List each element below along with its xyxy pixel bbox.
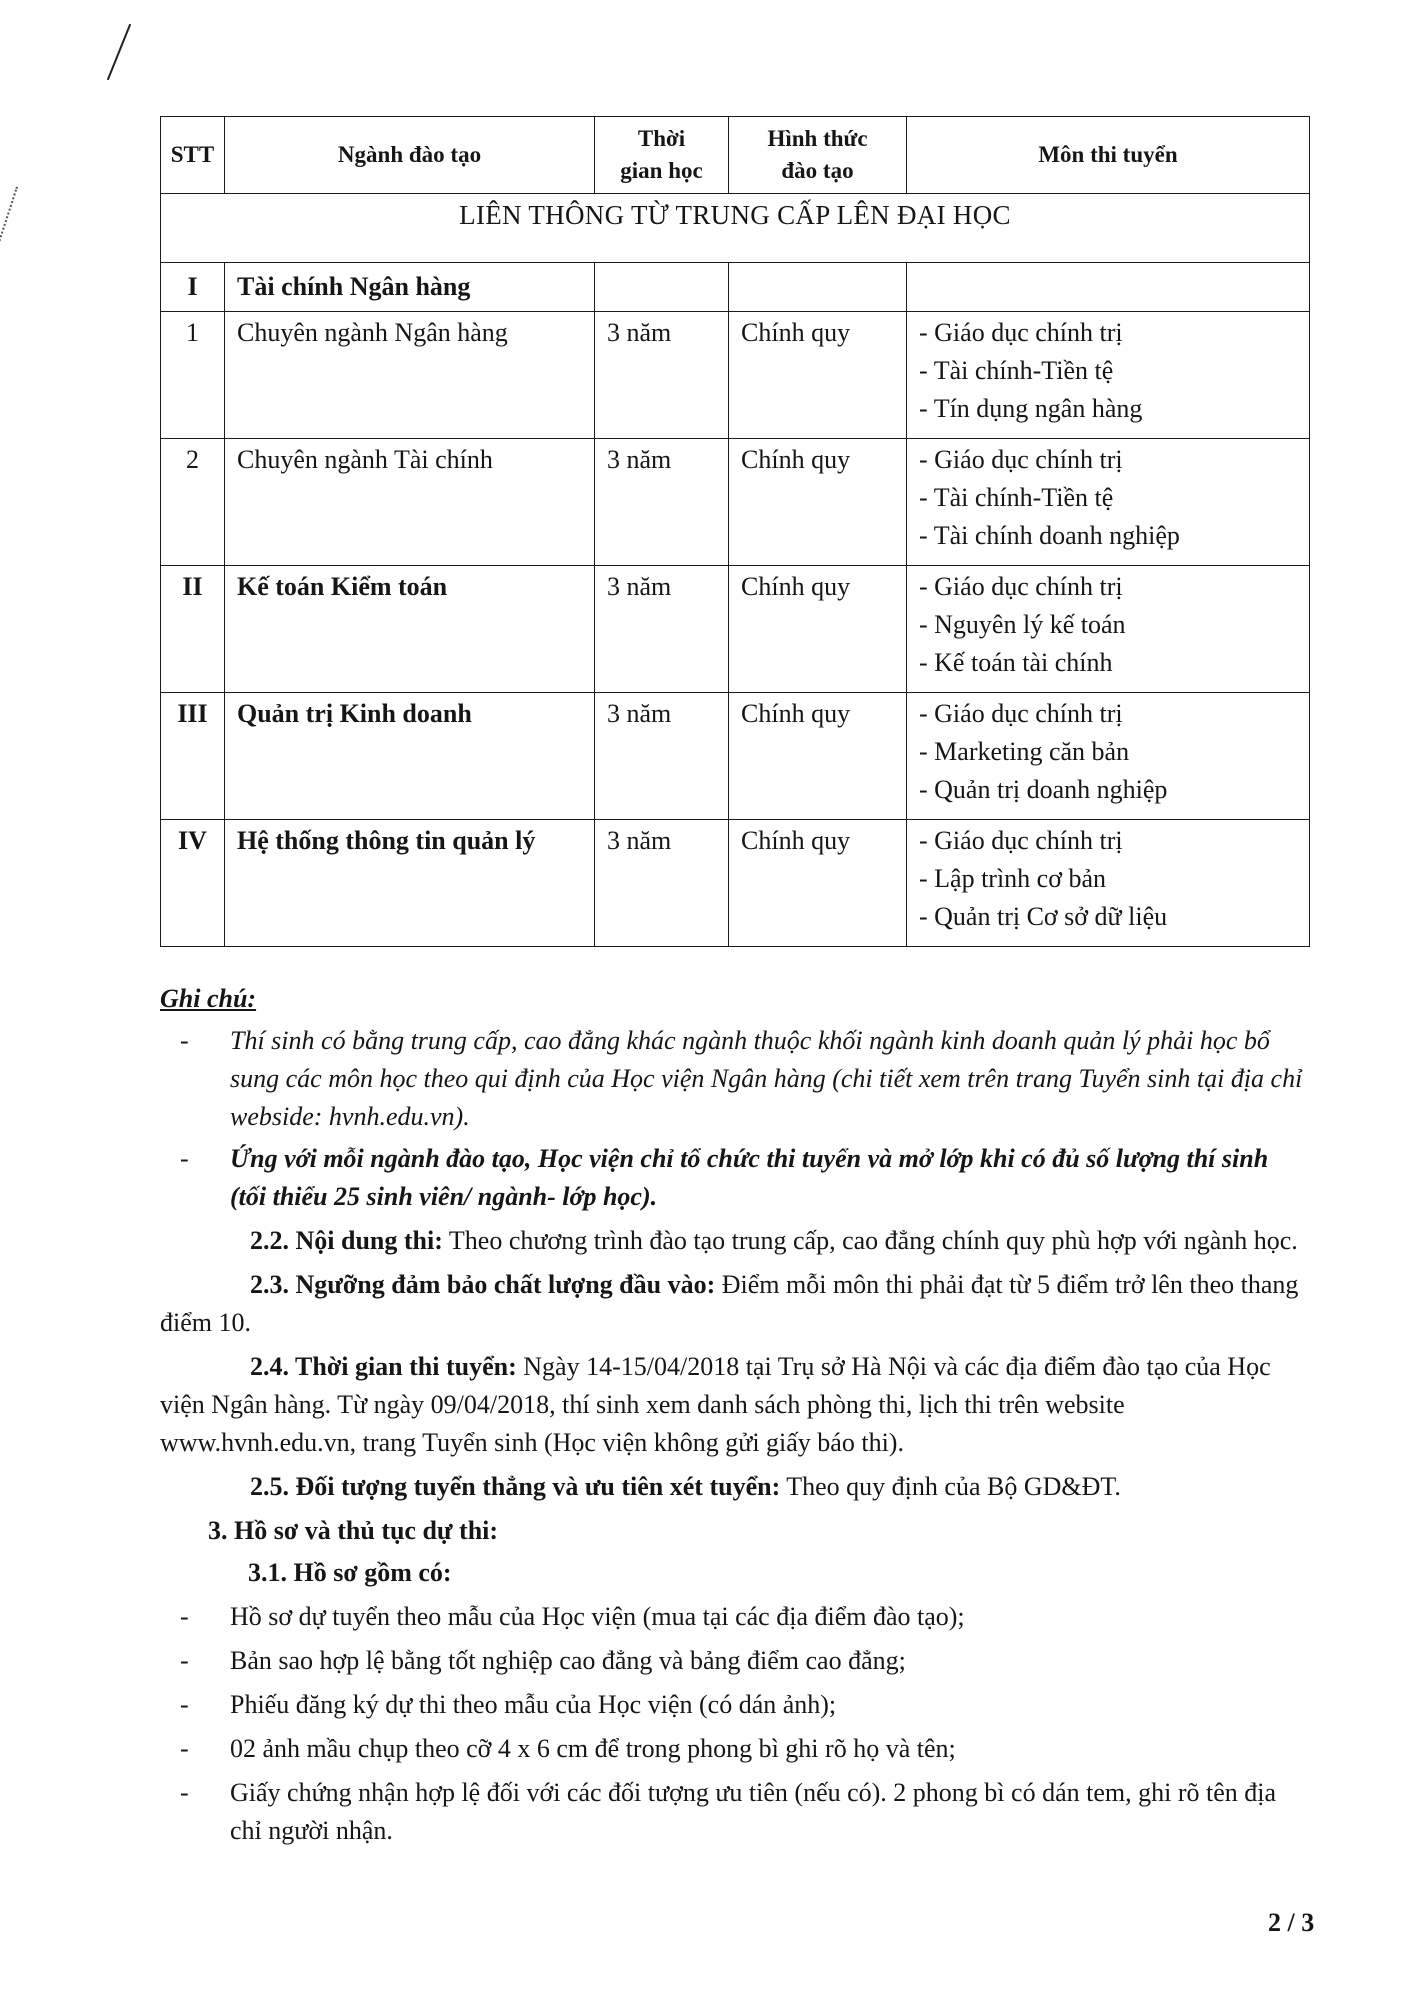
cell-major: Chuyên ngành Ngân hàng (225, 312, 595, 439)
cell-subjects (907, 693, 1310, 820)
cell-major: Quản trị Kinh doanh (225, 693, 595, 820)
documents-list (160, 1598, 1310, 1850)
cell-duration: 3 năm (595, 566, 729, 693)
cell-form: Chính quy (729, 312, 907, 439)
list-item: - Phiếu đăng ký dự thi theo mẫu của Học viện (có dán ảnh); (160, 1686, 1310, 1724)
list-item: - Bản sao hợp lệ bằng tốt nghiệp cao đẳng và bảng điểm cao đẳng; (160, 1642, 1310, 1680)
subject-item: - Marketing căn bản (919, 737, 1130, 766)
cell-duration: 3 năm (595, 693, 729, 820)
cell-stt: I (161, 263, 225, 312)
header-subjects: Môn thi tuyển (907, 117, 1310, 194)
section-3-heading: 3. Hồ sơ và thủ tục dự thi: (208, 1516, 499, 1545)
table-row (161, 820, 1310, 947)
subject-item: - Kế toán tài chính (919, 648, 1113, 677)
cell-stt: II (161, 566, 225, 693)
subject-item: - Giáo dục chính trị (919, 318, 1123, 347)
admission-majors-table (160, 116, 1310, 947)
cell-major: Chuyên ngành Tài chính (225, 439, 595, 566)
subject-item: - Nguyên lý kế toán (919, 610, 1126, 639)
section-label: 2.5. Đối tượng tuyển thẳng và ưu tiên xét tuyển: (250, 1472, 781, 1501)
notes-list (160, 1022, 1310, 1216)
notes-heading: Ghi chú: (160, 984, 257, 1013)
list-item: - 02 ảnh mầu chụp theo cỡ 4 x 6 cm để trong phong bì ghi rõ họ và tên; (160, 1730, 1310, 1768)
subject-item: - Giáo dục chính trị (919, 445, 1123, 474)
cell-major: Kế toán Kiểm toán (225, 566, 595, 693)
table-row (161, 566, 1310, 693)
cell-stt: III (161, 693, 225, 820)
header-major: Ngành đào tạo (225, 117, 595, 194)
cell-major: Tài chính Ngân hàng (225, 263, 595, 312)
subject-item: - Lập trình cơ bản (919, 864, 1107, 893)
section-2-3 (160, 1266, 1310, 1342)
cell-form: Chính quy (729, 693, 907, 820)
cell-stt: 2 (161, 439, 225, 566)
subject-item: - Tín dụng ngân hàng (919, 394, 1143, 423)
table-row (161, 439, 1310, 566)
cell-subjects (907, 439, 1310, 566)
cell-subjects (907, 566, 1310, 693)
section-2-2 (160, 1222, 1310, 1260)
section-label: 2.3. Ngưỡng đảm bảo chất lượng đầu vào: (250, 1270, 716, 1299)
section-text: Theo chương trình đào tạo trung cấp, cao đẳng chính quy phù hợp với ngành học. (442, 1226, 1298, 1255)
note-item: - Ứng với mỗi ngành đào tạo, Học viện chỉ tổ chức thi tuyển và mở lớp khi có đủ số lượng thí sinh (tối thiểu 25 sinh viên/ ngành- lớp học). (160, 1140, 1310, 1216)
subject-item: - Tài chính-Tiền tệ (919, 483, 1114, 512)
cell-duration: 3 năm (595, 439, 729, 566)
section-2-4 (160, 1348, 1310, 1462)
scan-dotted-mark (0, 187, 46, 254)
section-label: 2.2. Nội dung thi: (250, 1226, 443, 1255)
cell-subjects (907, 820, 1310, 947)
table-row (161, 693, 1310, 820)
subject-item: - Giáo dục chính trị (919, 572, 1123, 601)
cell-subjects (907, 263, 1310, 312)
section-text: Ngày 14-15/04/2018 tại Trụ sở Hà Nội và các địa điểm đào tạo của Học viện Ngân hàng. Từ ngày 09/04/2018, thí sinh xem danh sách phòng thi, lịch thi trên website www.hvnh.edu.vn, trang Tuyển sinh (Học viện không gửi giấy báo thi). (160, 1352, 1271, 1457)
subject-item: - Giáo dục chính trị (919, 826, 1123, 855)
scan-pen-mark (107, 24, 131, 80)
note-item: - Thí sinh có bằng trung cấp, cao đẳng khác ngành thuộc khối ngành kinh doanh quản lý phải học bổ sung các môn học theo qui định của Học viện Ngân hàng (chi tiết xem trên trang Tuyển sinh tại địa chỉ webside: hvnh.edu.vn). (160, 1022, 1310, 1136)
section-2-5 (160, 1468, 1310, 1506)
cell-form (729, 263, 907, 312)
table-header-row (161, 117, 1310, 194)
header-duration: Thời gian học (595, 117, 729, 194)
cell-major: Hệ thống thông tin quản lý (225, 820, 595, 947)
cell-form: Chính quy (729, 566, 907, 693)
table-row-group-I (161, 263, 1310, 312)
cell-form: Chính quy (729, 439, 907, 566)
header-stt: STT (161, 117, 225, 194)
subject-item: - Giáo dục chính trị (919, 699, 1123, 728)
document-body (160, 980, 1310, 1850)
cell-stt: 1 (161, 312, 225, 439)
list-item: - Giấy chứng nhận hợp lệ đối với các đối tượng ưu tiên (nếu có). 2 phong bì có dán tem, ghi rõ tên địa chỉ người nhận. (160, 1774, 1310, 1850)
subject-item: - Quản trị Cơ sở dữ liệu (919, 902, 1168, 931)
section-3-1-heading: 3.1. Hồ sơ gồm có: (248, 1558, 452, 1587)
subject-item: - Tài chính doanh nghiệp (919, 521, 1180, 550)
header-form: Hình thức đào tạo (729, 117, 907, 194)
cell-stt: IV (161, 820, 225, 947)
section-row (161, 194, 1310, 263)
subject-item: - Quản trị doanh nghiệp (919, 775, 1168, 804)
section-label: 2.4. Thời gian thi tuyển: (250, 1352, 517, 1381)
table-row (161, 312, 1310, 439)
cell-duration: 3 năm (595, 820, 729, 947)
section-text: Điểm mỗi môn thi phải đạt từ 5 điểm trở lên theo thang điểm 10. (160, 1270, 1299, 1337)
list-item: - Hồ sơ dự tuyển theo mẫu của Học viện (mua tại các địa điểm đào tạo); (160, 1598, 1310, 1636)
cell-form: Chính quy (729, 820, 907, 947)
cell-subjects (907, 312, 1310, 439)
cell-duration: 3 năm (595, 312, 729, 439)
section-title: LIÊN THÔNG TỪ TRUNG CẤP LÊN ĐẠI HỌC (161, 194, 1310, 263)
section-text: Theo quy định của Bộ GD&ĐT. (780, 1472, 1121, 1501)
page-number: 2 / 3 (1268, 1908, 1315, 1937)
subject-item: - Tài chính-Tiền tệ (919, 356, 1114, 385)
cell-duration (595, 263, 729, 312)
